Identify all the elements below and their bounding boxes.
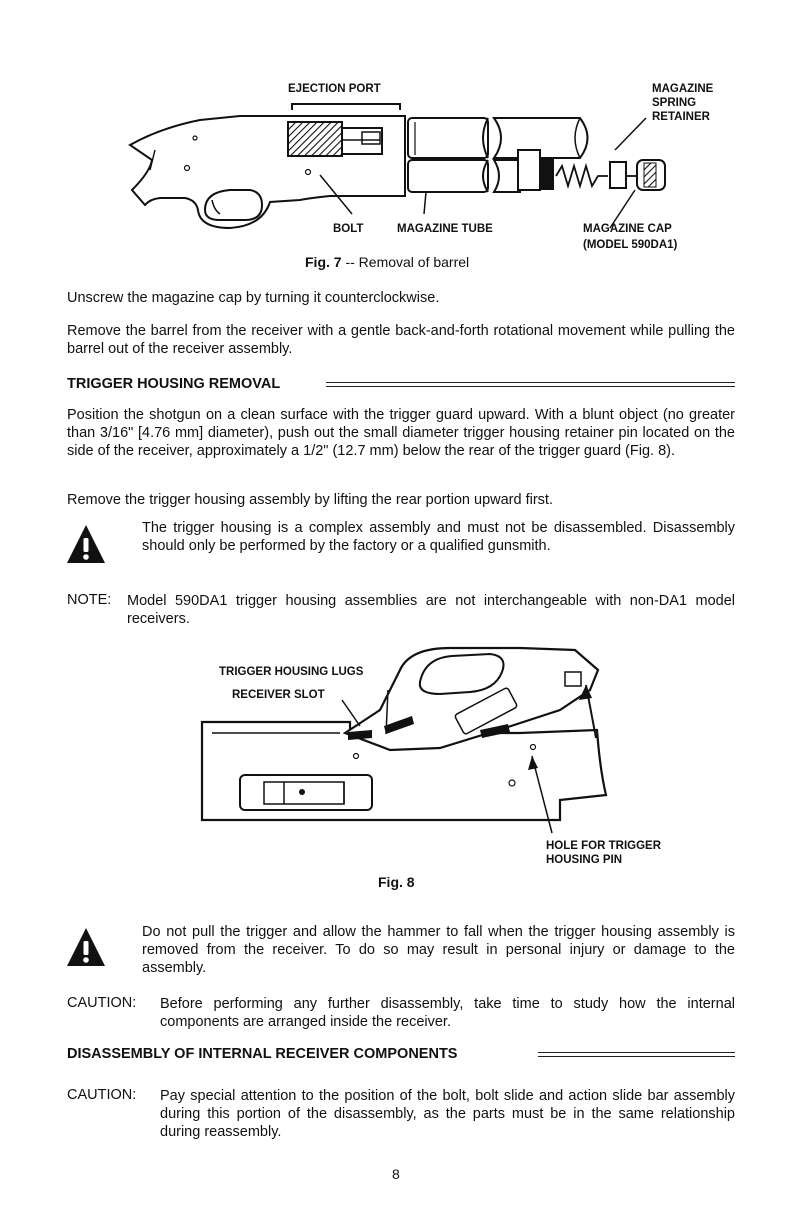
warning-text-2: Do not pull the trigger and allow the hammer to fall when the trigger housing assembly is removed from the receiver. To do so may result in personal injury or damage to the assembly. (142, 924, 735, 976)
label-receiver-slot: RECEIVER SLOT (232, 689, 325, 701)
caution-label-2: CAUTION: (67, 1087, 137, 1103)
caution-label-1: CAUTION: (67, 995, 137, 1011)
para-remove-housing: Remove the trigger housing assembly by lifting the rear portion upward first. (67, 492, 553, 508)
note-text: Model 590DA1 trigger housing assemblies are not interchangeable with non-DA1 model receivers. (127, 593, 735, 627)
heading-trigger-housing-removal: TRIGGER HOUSING REMOVAL (67, 376, 281, 392)
label-model-note: (MODEL 590DA1) (583, 239, 678, 251)
heading-rule (538, 1052, 735, 1057)
fig7-caption: Fig. 7 -- Removal of barrel (305, 254, 470, 270)
para-remove-barrel: Remove the barrel from the receiver with a gentle back-and-forth rotational movement while pulling the barrel out of the receiver assembly. (67, 323, 735, 357)
bolt-hatched (288, 122, 342, 156)
heading-disassembly-internal: DISASSEMBLY OF INTERNAL RECEIVER COMPONENTS (67, 1046, 458, 1062)
fig7-illustration (0, 0, 792, 230)
label-magazine-cap: MAGAZINE CAP (583, 223, 672, 235)
fig8-caption: Fig. 8 (378, 874, 415, 890)
label-magazine-tube: MAGAZINE TUBE (397, 223, 493, 235)
note-label: NOTE: (67, 592, 112, 608)
label-ejection-port: EJECTION PORT (288, 83, 381, 95)
label-trigger-housing-lugs: TRIGGER HOUSING LUGS (219, 666, 364, 678)
heading-rule (326, 382, 735, 387)
page-number: 8 (392, 1166, 400, 1182)
warning-icon (66, 927, 106, 967)
magazine-spring (556, 166, 608, 186)
para-unscrew: Unscrew the magazine cap by turning it counterclockwise. (67, 290, 440, 306)
caution-text-1: Before performing any further disassembly, take time to study how the internal components are arranged inside the receiver. (160, 996, 735, 1030)
label-hole-for-trigger-pin: HOLE FOR TRIGGER HOUSING PIN (546, 840, 661, 866)
para-position: Position the shotgun on a clean surface with the trigger guard upward. With a blunt object (no greater than 3/16" [4.76 mm] diameter), push out the small diameter trigger housing retainer pin located on the side of the receiver, approximately a 1/2" (12.7 mm) below the rear of the trigger guard (Fig. 8). (67, 407, 735, 459)
fig8-illustration (0, 630, 792, 890)
warning-icon (66, 524, 106, 564)
label-magazine-spring-retainer: MAGAZINE SPRING RETAINER (652, 83, 714, 123)
label-bolt: BOLT (333, 223, 364, 235)
caution-text-2: Pay special attention to the position of the bolt, bolt slide and action slide bar assembly during this portion of the disassembly, as the parts must be in the same relationship during reassembly. (160, 1088, 735, 1140)
warning-text-1: The trigger housing is a complex assembly and must not be disassembled. Disassembly should only be performed by the factory or a qualified gunsmith. (142, 520, 735, 554)
